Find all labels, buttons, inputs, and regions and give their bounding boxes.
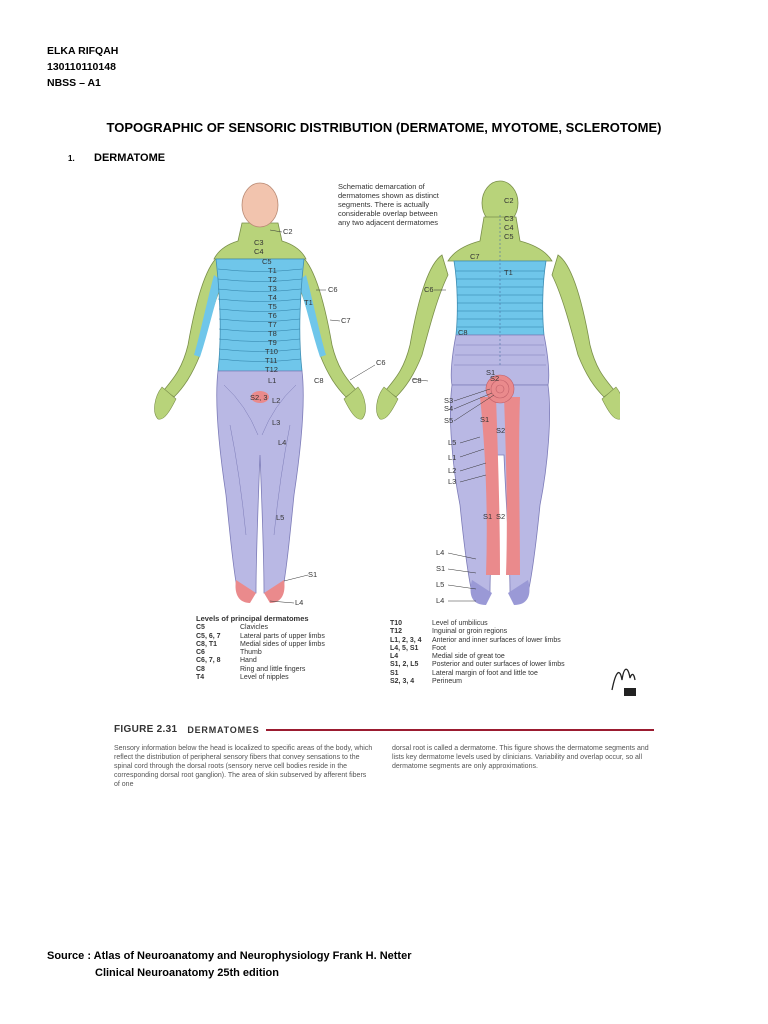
legend-key: C5, 6, 7 <box>196 632 221 640</box>
caption-number: FIGURE 2.31 <box>114 724 178 735</box>
legend-row <box>390 661 630 669</box>
legend-value: Level of nipples <box>240 674 289 682</box>
legend-key: C6 <box>196 649 205 657</box>
legend-title: Levels of principal dermatomes <box>196 614 309 623</box>
label-c6-hand: C6 <box>376 358 386 367</box>
legend-row <box>390 637 630 645</box>
post-label-s5: S5 <box>444 416 454 425</box>
legend-key: L4, 5, S1 <box>390 644 419 652</box>
legend-value: Lateral margin of foot and little toe <box>432 669 538 677</box>
caption-title: DERMATOMES <box>187 724 260 735</box>
label-l3: L3 <box>272 418 281 427</box>
source-line-2: Clinical Neuroanatomy 25th edition <box>95 967 279 979</box>
label-t2: T2 <box>268 275 277 284</box>
post-label-s2: S2 <box>490 374 500 383</box>
post-label-l4a: L4 <box>436 548 445 557</box>
legend-row <box>196 633 396 641</box>
legend-value: Medial side of great toe <box>432 653 505 661</box>
label-c5: C5 <box>262 257 272 266</box>
legend-value: Level of umbilicus <box>432 620 488 627</box>
post-label-c4: C4 <box>504 223 514 232</box>
legend-key: C8, T1 <box>196 640 218 648</box>
legend-key: S2, 3, 4 <box>390 678 415 686</box>
legend-value: Hand <box>240 657 257 665</box>
label-t9: T9 <box>268 338 277 347</box>
legend-row <box>196 641 396 649</box>
page-title: TOPOGRAPHIC OF SENSORIC DISTRIBUTION (DERMATOME, MYOTOME, SCLEROTOME) <box>106 120 662 135</box>
legend-row <box>196 657 396 665</box>
posterior-body <box>377 181 620 605</box>
legend-row <box>390 620 630 628</box>
legend-value: Medial sides of upper limbs <box>240 640 325 648</box>
legend-value: Ring and little fingers <box>240 665 306 673</box>
schematic-note: Schematic demarcation of dermatomes shown as distinct segments. There is actually considerable overlap between any two adjacent dermatomes <box>338 182 439 227</box>
source-citation <box>47 948 412 982</box>
student-name: ELKA RIFQAH <box>47 45 119 57</box>
student-info <box>47 43 118 91</box>
legend-value: Thumb <box>240 649 262 657</box>
label-c2: C2 <box>283 227 293 236</box>
section-number: 1. <box>68 154 75 163</box>
label-t8: T8 <box>268 329 277 338</box>
label-t10: T10 <box>265 347 278 356</box>
legend-key: C5 <box>196 624 205 632</box>
post-label-l5: L5 <box>448 438 457 447</box>
post-label-c2: C2 <box>504 196 514 205</box>
legend-value: Foot <box>432 644 447 652</box>
post-label-c7: C7 <box>470 252 480 261</box>
legend-row <box>390 670 630 678</box>
legend-key: C8 <box>196 665 205 673</box>
legend-key: L1, 2, 3, 4 <box>390 636 422 644</box>
label-t4: T4 <box>268 293 277 302</box>
label-c6: C6 <box>328 285 338 294</box>
label-t3: T3 <box>268 284 277 293</box>
post-label-s3: S3 <box>444 396 454 405</box>
caption-text-right: dorsal root is called a dermatome. This figure shows the dermatome segments and lists key dermatome levels used by clinicians. Variability and overlap occur, so all dermatome segments are only approximations. <box>392 745 649 770</box>
label-l5: L5 <box>276 513 285 522</box>
post-label-c8-hand: C8 <box>412 376 422 385</box>
label-l4-foot: L4 <box>295 598 304 607</box>
legend-key: T10 <box>390 620 403 627</box>
legend-row <box>196 666 396 674</box>
post-label-t1: T1 <box>504 268 513 277</box>
post-label-s4: S4 <box>444 404 454 413</box>
post-label-c8: C8 <box>458 328 468 337</box>
dermatome-legend-right <box>390 620 630 686</box>
legend-key: S1 <box>390 669 399 677</box>
post-label-c5: C5 <box>504 232 514 241</box>
label-t12: T12 <box>265 365 278 374</box>
post-label-s2-leg: S2 <box>496 426 506 435</box>
post-label-c3: C3 <box>504 214 514 223</box>
post-label-c6: C6 <box>424 285 434 294</box>
label-l1: L1 <box>268 376 277 385</box>
post-label-l5-foot: L5 <box>436 580 445 589</box>
post-label-s1-foot: S1 <box>436 564 446 573</box>
label-c8: C8 <box>314 376 324 385</box>
legend-row <box>390 645 630 653</box>
student-class: NBSS – A1 <box>47 77 101 89</box>
section-heading <box>68 152 165 164</box>
dermatome-illustration <box>150 175 620 615</box>
post-label-l1: L1 <box>448 453 457 462</box>
label-c7: C7 <box>341 316 351 325</box>
legend-value: Inguinal or groin regions <box>432 628 508 636</box>
netter-signature-logo <box>608 660 638 700</box>
label-t1-arm: T1 <box>304 298 313 307</box>
post-label-s2-calf: S2 <box>496 512 506 521</box>
legend-row <box>196 624 396 632</box>
label-l2: L2 <box>272 396 281 405</box>
post-label-l4b: L4 <box>436 596 445 605</box>
post-label-s1-leg: S1 <box>480 415 490 424</box>
label-t6: T6 <box>268 311 277 320</box>
student-id: 130110110148 <box>47 61 116 73</box>
label-t11: T11 <box>265 356 278 365</box>
label-l4: L4 <box>278 438 287 447</box>
legend-key: S1, 2, L5 <box>390 661 419 669</box>
dermatome-legend-left <box>196 615 396 682</box>
legend-row <box>196 674 396 682</box>
caption-text-left: Sensory information below the head is localized to specific areas of the body, which reflect the distribution of peripheral sensory fibers that convey sensations to the spinal cord through the dorsal roots (sensory nerve cell bodies reside in the corresponding dorsal root ganglion). The area of skin subserved by afferent fibers of one <box>114 745 373 788</box>
legend-value: Lateral parts of upper limbs <box>240 632 325 640</box>
caption-rule <box>266 729 655 731</box>
legend-key: C6, 7, 8 <box>196 657 221 665</box>
legend-value: Clavicles <box>240 624 269 632</box>
legend-row <box>196 649 396 657</box>
post-label-l3: L3 <box>448 477 457 486</box>
label-s1: S1 <box>308 570 318 579</box>
legend-row <box>390 678 630 686</box>
section-label: DERMATOME <box>94 152 166 164</box>
legend-key: L4 <box>390 653 399 661</box>
legend-row <box>390 628 630 636</box>
label-c4: C4 <box>254 247 264 256</box>
legend-value: Perineum <box>432 678 462 686</box>
legend-row <box>390 653 630 661</box>
legend-value: Posterior and outer surfaces of lower limbs <box>432 661 565 669</box>
label-c3: C3 <box>254 238 264 247</box>
post-label-s1-calf: S1 <box>483 512 493 521</box>
label-t5: T5 <box>268 302 277 311</box>
legend-key: T12 <box>390 628 403 636</box>
label-t1: T1 <box>268 266 277 275</box>
source-line-1: Source : Atlas of Neuroanatomy and Neurophysiology Frank H. Netter <box>47 950 412 962</box>
figure-caption <box>114 724 654 789</box>
label-s23: S2, 3 <box>250 393 268 402</box>
post-label-s1: S1 <box>486 368 496 377</box>
post-label-l2: L2 <box>448 466 457 475</box>
legend-value: Anterior and inner surfaces of lower limbs <box>432 636 561 644</box>
legend-key: T4 <box>196 674 205 682</box>
label-t7: T7 <box>268 320 277 329</box>
